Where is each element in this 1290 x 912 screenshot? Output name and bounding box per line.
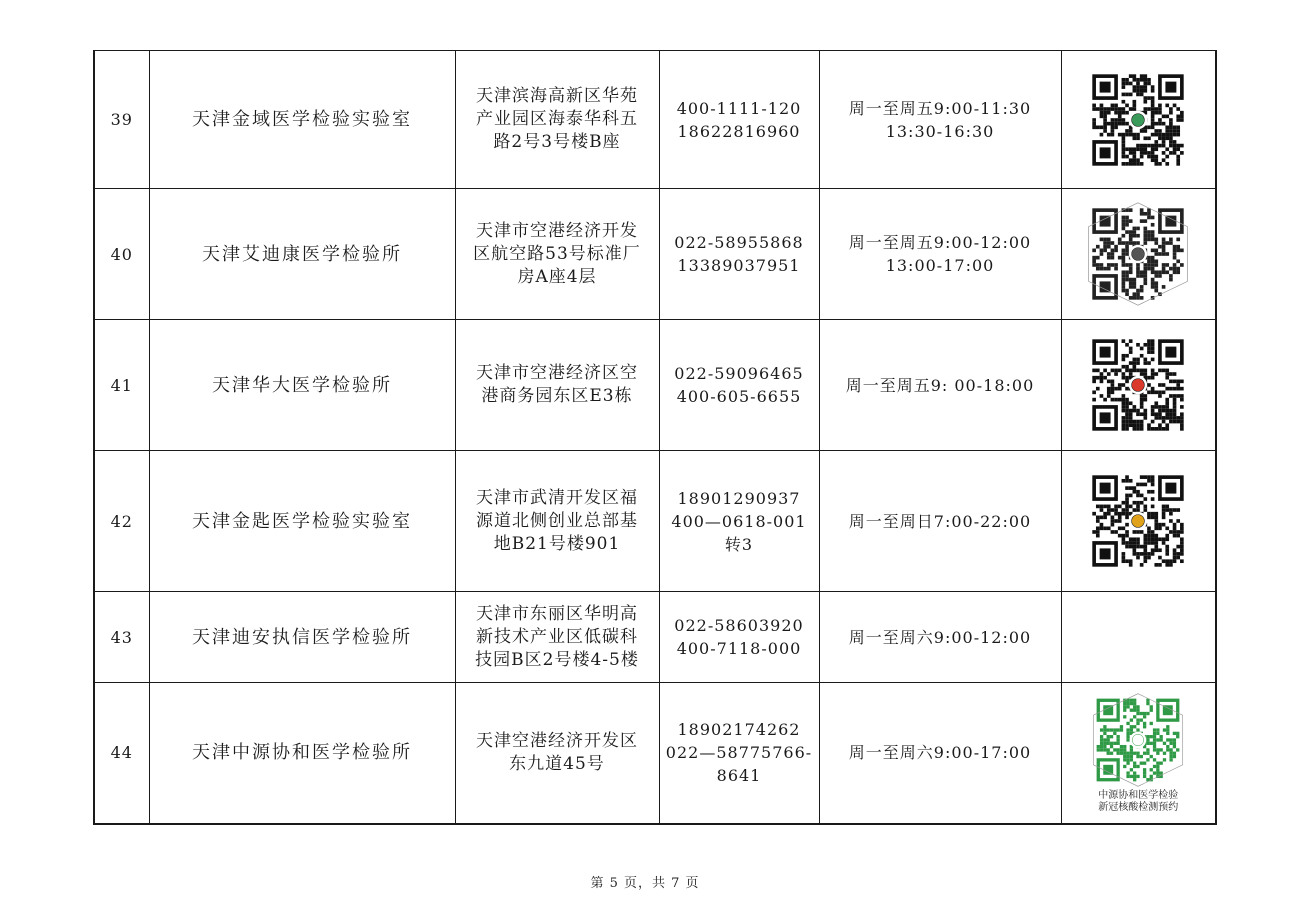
phone-line: 18901290937 (677, 488, 801, 508)
phone-line: 022-59096465 (674, 364, 804, 383)
lab-phone (659, 451, 819, 592)
address-line: 新技术产业区低碳科 (476, 626, 638, 647)
row-number: 42 (94, 451, 149, 592)
qr-logo (1132, 248, 1145, 261)
qr-cell (1061, 592, 1216, 683)
qr-logo (1132, 515, 1145, 528)
qr-finder-pattern (1166, 347, 1177, 358)
address-line: 天津市东丽区华明高 (476, 603, 638, 624)
lab-phone (659, 320, 819, 451)
phone-line: 400-1111-120 (676, 98, 802, 118)
lab-address (455, 189, 659, 320)
lab-address (455, 320, 659, 451)
phone-line: 8641 (716, 766, 762, 786)
qr-finder-pattern (1100, 483, 1111, 494)
qr-finder-pattern (1100, 147, 1111, 158)
row-number: 43 (94, 592, 149, 683)
qr-code-icon[interactable] (1085, 332, 1191, 438)
table-row (94, 451, 1216, 592)
hours-line: 周一至周六9:00-12:00 (848, 627, 1032, 647)
lab-phone (659, 51, 819, 189)
qr-cell (1061, 51, 1216, 189)
address-line: 技园B区2号楼4-5楼 (475, 649, 639, 670)
address-line: 房A座4层 (517, 266, 597, 287)
qr-logo (1132, 113, 1145, 126)
lab-hours (819, 683, 1061, 824)
phone-line: 400—0618-001 (671, 511, 807, 531)
address-line: 东九道45号 (509, 753, 605, 774)
phone-line: 400-605-6655 (676, 387, 802, 406)
mini-program-code-icon[interactable] (1085, 201, 1191, 307)
lab-hours (819, 51, 1061, 189)
address-line: 区航空路53号标准厂 (473, 243, 641, 264)
hours-line: 周一至周日7:00-22:00 (848, 511, 1032, 531)
address-line: 天津市武清开发区福 (476, 487, 638, 508)
address-line: 产业园区海泰华科五 (476, 109, 638, 129)
qr-cell (1061, 451, 1216, 592)
qr-cell (1061, 189, 1216, 320)
lab-hours (819, 320, 1061, 451)
lab-address (455, 451, 659, 592)
qr-code-icon[interactable] (1085, 67, 1191, 173)
lab-name: 天津华大医学检验所 (149, 320, 455, 451)
lab-hours (819, 451, 1061, 592)
phone-line: 18902174262 (677, 720, 801, 740)
qr-finder-pattern (1166, 483, 1177, 494)
qr-finder-pattern (1163, 705, 1173, 715)
phone-line: 022-58955868 (674, 233, 804, 252)
table-row (94, 683, 1216, 824)
phone-line: 转3 (724, 534, 754, 554)
table-row (94, 592, 1216, 683)
address-line: 天津空港经济开发区 (476, 730, 638, 751)
qr-caption: 中源协和医学检验 (1098, 789, 1179, 801)
lab-name: 天津金域医学检验实验室 (149, 51, 455, 189)
address-line: 源道北侧创业总部基 (476, 510, 638, 531)
phone-line: 022-58603920 (674, 616, 804, 635)
hours-line: 周一至周五9:00-12:00 (848, 233, 1032, 252)
lab-address (455, 51, 659, 189)
lab-name: 天津金匙医学检验实验室 (149, 451, 455, 592)
phone-line: 13389037951 (677, 256, 801, 275)
mini-program-code-icon[interactable] (1090, 692, 1186, 788)
qr-logo (1132, 379, 1145, 392)
page-footer: 第 5 页，共 7 页 (590, 876, 700, 891)
qr-logo (1132, 734, 1144, 746)
qr-finder-pattern (1166, 81, 1177, 92)
address-line: 天津市空港经济开发 (476, 220, 638, 241)
qr-finder-pattern (1166, 216, 1177, 227)
hours-line: 周一至周五9:00-11:30 (848, 98, 1032, 118)
hours-line: 13:30-16:30 (885, 121, 995, 141)
address-line: 地B21号楼901 (493, 533, 621, 554)
address-line: 天津滨海高新区华苑 (476, 86, 638, 106)
qr-cell (1061, 683, 1216, 824)
qr-finder-pattern (1100, 216, 1111, 227)
qr-finder-pattern (1100, 81, 1111, 92)
phone-line: 400-7118-000 (676, 639, 802, 658)
lab-name: 天津迪安执信医学检验所 (149, 592, 455, 683)
qr-finder-pattern (1100, 412, 1111, 423)
address-line: 天津市空港经济区空 (476, 363, 638, 383)
phone-line: 022—58775766- (665, 743, 813, 763)
lab-phone (659, 189, 819, 320)
qr-finder-pattern (1100, 347, 1111, 358)
qr-finder-pattern (1103, 765, 1113, 775)
qr-cell (1061, 320, 1216, 451)
lab-hours (819, 189, 1061, 320)
row-number: 41 (94, 320, 149, 451)
address-line: 港商务园东区E3栋 (481, 386, 633, 406)
qr-code-icon[interactable] (1085, 468, 1191, 574)
lab-phone (659, 683, 819, 824)
row-number: 44 (94, 683, 149, 824)
qr-finder-pattern (1103, 705, 1113, 715)
row-number: 39 (94, 51, 149, 189)
lab-phone (659, 592, 819, 683)
row-number: 40 (94, 189, 149, 320)
qr-finder-pattern (1100, 548, 1111, 559)
lab-address (455, 683, 659, 824)
qr-caption: 新冠核酸检测预约 (1098, 801, 1179, 813)
lab-table (93, 50, 1217, 825)
address-line: 路2号3号楼B座 (493, 132, 621, 152)
hours-line: 13:00-17:00 (885, 256, 995, 275)
table-row (94, 51, 1216, 189)
phone-line: 18622816960 (677, 121, 801, 141)
lab-hours (819, 592, 1061, 683)
table-row (94, 320, 1216, 451)
table-row (94, 189, 1216, 320)
lab-name: 天津中源协和医学检验所 (149, 683, 455, 824)
hours-line: 周一至周五9: 00-18:00 (845, 375, 1035, 395)
hours-line: 周一至周六9:00-17:00 (848, 743, 1032, 763)
lab-address (455, 592, 659, 683)
qr-finder-pattern (1100, 281, 1111, 292)
lab-name: 天津艾迪康医学检验所 (149, 189, 455, 320)
